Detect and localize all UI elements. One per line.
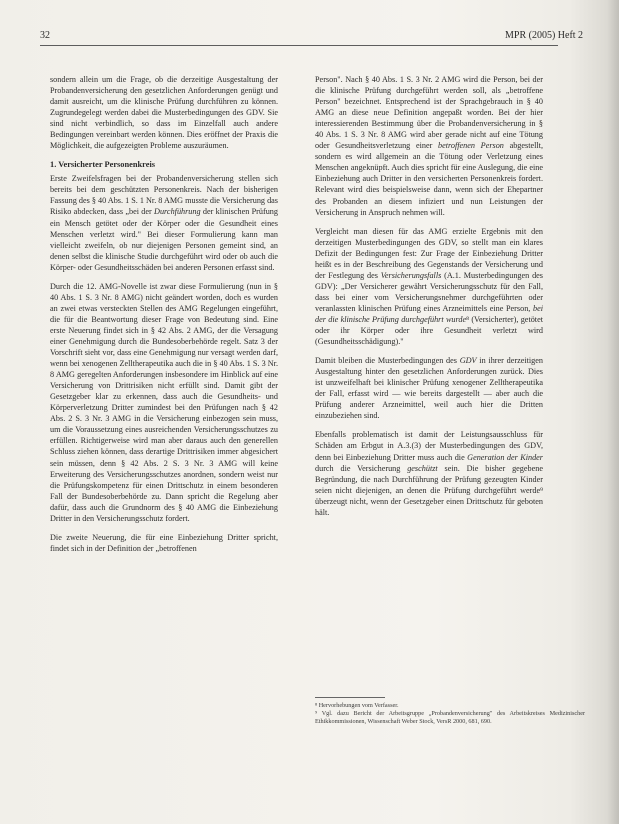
right-text-column: [315, 74, 543, 526]
section-heading: 1. Versicherter Personenkreis: [50, 160, 156, 170]
journal-reference: MPR (2005) Heft 2: [505, 30, 584, 41]
footnote-9: ⁹ Vgl. dazu Bericht der Arbeitsgruppe „Probandenversicherung" des Arbeitskreises Medizinischer Ethikkommissionen, Wissenschaft Weber Stock, VersR 2000, 681, 690.: [315, 710, 585, 726]
footnote-8: ⁸ Hervorhebungen vom Verfasser.: [315, 702, 399, 709]
footnote-divider: [315, 697, 385, 698]
paragraph: Die zweite Neuerung, die für eine Einbeziehung Dritter spricht, findet sich in der Definition der „betroffenen: [50, 532, 278, 553]
footnotes: [315, 702, 585, 727]
paragraph: sondern allein um die Frage, ob die derzeitige Ausgestaltung der Probandenversicherung den gesetzlichen Anforderungen genügt und damit ausreicht, um die klinische Prüfung durchführen zu können. Zugrundegelegt werden dabei die Musterbedingungen des GDV. Sie sind nicht verbindlich, so dass im Einzelfall auch andere Bedingungen vereinbart werden können. Dies eröffnet der Praxis die Möglichkeit, die aufgezeigten Probleme auszuräumen.: [50, 75, 278, 151]
paragraph: Vergleicht man diesen für das AMG erzielte Ergebnis mit den derzeitigen Musterbedingungen des GDV, so stellt man ein klares Defizit der Bedingungen fest: Zur Frage der Einbeziehung Dritter heißt es in der Beschreibung des Gegenstands der Versicherung und der Festlegung des Versicherungsfalls (A.1. Musterbedingungen des GDV): „Der Versicherer gewährt Versicherungsschutz für den Fall, dass bei einer vom Versicherungsnehmer durchgeführten oder veranlassten klinischen Prüfung eines Arzneimittels eine Person, bei der die klinische Prüfung durchgeführt wurde⁸ (Versicherter), getötet oder ihr Körper oder ihre Gesundheit verletzt wird (Gesundheitsschädigung).": [315, 226, 543, 347]
page-edge-shadow: [607, 0, 619, 824]
paragraph: Damit bleiben die Musterbedingungen des GDV in ihrer derzeitigen Ausgestaltung hinter den gesetzlichen Anforderungen zurück. Dies ist unzweifelhaft bei klinischer Prüfung xenogener Zelltherapeutika der Fall, erfasst wird — wie bereits dargestellt — aber auch die Prüfung anderer Arzneimittel, weil auch hier die Dritten einzubeziehen sind.: [315, 356, 543, 421]
page-number: 32: [40, 30, 50, 41]
paragraph: Ebenfalls problematisch ist damit der Leistungsausschluss für Schäden am Erbgut in A.3.(3) der Musterbedingungen des GDV, denn bei Einbeziehung Dritter muss auch die Generation der Kinder durch die Versicherung geschützt sein. Die bisher gegebene Begründung, die nach Durchführung der Prüfung gezeugten Kinder seien nicht diejenigen, an denen die Prüfung durchgeführt werde⁹ überzeugt nicht, wenn der Gesetzgeber einen Drittschutz für geboten hält.: [315, 430, 543, 517]
header-divider: [40, 45, 558, 46]
left-text-column: [50, 74, 278, 562]
paragraph: Person". Nach § 40 Abs. 1 S. 3 Nr. 2 AMG wird die Person, bei der die klinische Prüfung durchgeführt werden soll, als „betroffene Person" bezeichnet. Entsprechend ist der Sprachgebrauch in § 40 AMG an diese neue Definition angepaßt worden. Bei der hier interessierenden Bestimmung über die Probandenversicherung in § 40 Abs. 1 S. 3 Nr. 8 AMG wird aber gerade nicht auf eine Tötung oder Gesundheitsverletzung einer betroffenen Person abgestellt, sondern es wird allgemein an die Tötung oder Verletzung eines Menschen angeknüpft. Auch dies spricht für eine Auslegung, die eine Einbeziehung auch Dritter in den versicherten Personenkreis fordert. Relevant wird dies beispielsweise dann, wenn sich der Ehepartner des Probanden an diesem infiziert und nun Leistungen der Versicherung in Anspruch nehmen will.: [315, 75, 543, 217]
paragraph: Erste Zweifelsfragen bei der Probandenversicherung stellen sich bereits bei dem geschützten Personenkreis. Nach der bisherigen Fassung des § 40 Abs. 1 S. 1 Nr. 8 AMG musste die Versicherung das Risiko abdecken, dass „bei der Durchführung der klinischen Prüfung ein Mensch getötet oder der Körper oder die Gesundheit eines Menschen verletzt wird." Bei dieser Formulierung kann man vielleicht zweifeln, ob nur diejenigen Personen gemeint sind, an denen selbst die klinische Studie durchgeführt wird oder ob auch die Körper- oder Gesundheitsschäden bei anderen Personen erfasst sind.: [50, 174, 278, 272]
paragraph: Durch die 12. AMG-Novelle ist zwar diese Formulierung (nun in § 40 Abs. 1 S. 3 Nr. 8 AMG) nicht geändert worden, doch es wurden an zwei etwas versteckten Stellen des AMG Regelungen eingeführt, die für die Beantwortung dieser Frage von Bedeutung sind. Eine erste Neuerung findet sich in § 42 Abs. 2 AMG, der die Versagung einer Genehmigung durch die Bundesoberbehörde regelt. Satz 3 der Vorschrift sieht vor, dass eine Genehmigung nur versagt werden darf, wenn bei xenogenen Zelltherapeutika auch die in § 40 Abs. 1 S. 3 Nr. 8 AMG geregelten Anforderungen insbesondere im Hinblick auf eine Versicherung von Drittrisiken nicht erfüllt sind. Damit gibt der Gesetzgeber klar zu erkennen, dass auch die Gesundheits- und Körperverletzung Dritter zumindest bei den Prüfungen nach § 42 Abs. 2 S. 3 Nr. 3 AMG in die Versicherung einbezogen sein muss, um die Voraussetzung eines ausreichenden Versicherungsschutzes zu erfüllen. Richtigerweise wird man aber daraus auch den generellen Schluss ziehen können, dass derartige Drittrisiken immer abgesichert sein müssen, denn § 42 Abs. 2 S. 3 Nr. 3 AMG will keine Erweiterung des Versicherungsschutzes anordnen, sondern weist nur die Prüfungskompetenz für einen Drittschutz in einem besonderen Fall der Bundesoberbehörde zu. Dann spricht die Regelung aber dafür, dass auch die Grundnorm des § 40 AMG die Einbeziehung Dritter in den Versicherungsschutz fordert.: [50, 281, 278, 523]
